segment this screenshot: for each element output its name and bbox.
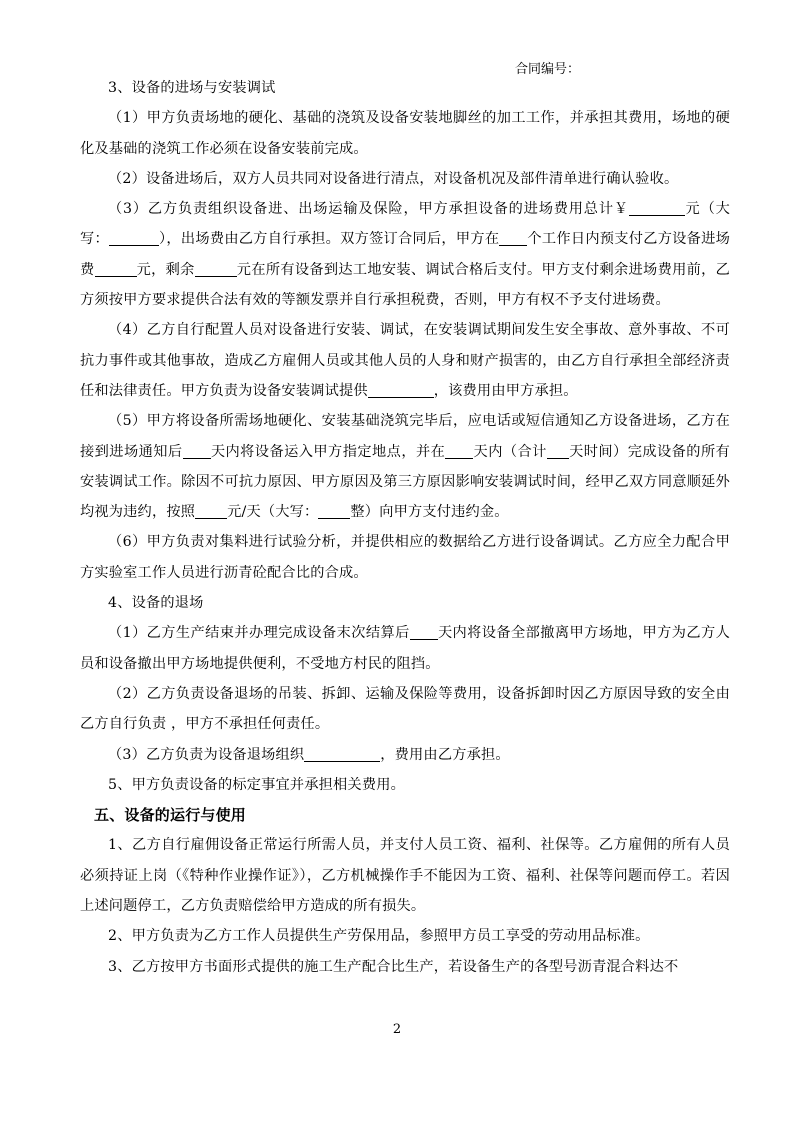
fill-blank[interactable]	[183, 443, 211, 459]
chapter-5-title: 五、设备的运行与使用	[94, 806, 247, 825]
fill-blank[interactable]	[195, 503, 227, 519]
paragraph-3-2: （2）设备进场后，双方人员共同对设备进行清点，对设备机况及部件清单进行确认验收。	[108, 170, 679, 187]
paragraph-3-5: （5）甲方将设备所需场地硬化、安装基础浇筑完毕后，应电话或短信通知乙方设备进场，乙方在接到进场通知后 天内将设备运入甲方指定地点，并在 天内（合计 天时间）完成设备的所有安装调试工作。除因不可抗力原因、甲方原因及第三方原因影响安装调试时间，经甲乙双方同意顺延外均视为违约，按照 元/天（大写： 整）向甲方支付违约金。	[80, 413, 731, 521]
fill-blank[interactable]	[547, 443, 569, 459]
paragraph-4-1: （1）乙方生产结束并办理完成设备末次结算后 天内将设备全部撤离甲方场地，甲方为乙方人员和设备撤出甲方场地提供便利，不受地方村民的阻挡。	[80, 625, 730, 672]
page-number: 2	[392, 1022, 402, 1037]
paragraph-4-3: （3）乙方负责为设备退场组织 ，费用由乙方承担。	[108, 746, 510, 763]
paragraph-3-4: （4）乙方自行配置人员对设备进行安装、调试，在安装调试期间发生安全事故、意外事故、不可抗力事件或其他事故，造成乙方雇佣人员或其他人员的人身和财产损害的，由乙方自行承担全部经济责任和法律责任。甲方负责为设备安装调试提供 ，该费用由甲方承担。	[80, 322, 730, 399]
contract-number-label: 合同编号：	[515, 62, 581, 77]
document-body	[80, 73, 730, 982]
fill-blank[interactable]	[109, 230, 159, 246]
paragraph-ch5-1: 1、乙方自行雇佣设备正常运行所需人员，并支付人员工资、福利、社保等。乙方雇佣的所有人员必须持证上岗（《特种作业操作证》），乙方机械操作手不能因为工资、福利、社保等问题而停工。若因上述问题停工，乙方负责赔偿给甲方造成的所有损失。	[80, 837, 730, 915]
fill-blank[interactable]	[304, 746, 380, 762]
paragraph-3-6: （6）甲方负责对集料进行试验分析，并提供相应的数据给乙方进行设备调试。乙方应全力配合甲方实验室工作人员进行沥青砼配合比的合成。	[80, 534, 730, 581]
fill-blank[interactable]	[368, 382, 434, 398]
section-3-title: 3、设备的进场与安装调试	[108, 80, 276, 96]
fill-blank[interactable]	[445, 443, 473, 459]
fill-blank[interactable]	[318, 503, 350, 519]
paragraph-3-3: （3）乙方负责组织设备进、出场运输及保险，甲方承担设备的进场费用总计￥ 元（大写： ），出场费由乙方自行承担。双方签订合同后，甲方在 个工作日内预支付乙方设备进场费 元，剩余 元在所有设备到达工地安装、调试合格后支付。甲方支付剩余进场费用前，乙方须按甲方要求提供合法有效的等额发票并自行承担税费，否则，甲方有权不予支付进场费。	[80, 201, 730, 309]
paragraph-ch5-3: 3、乙方按甲方书面形式提供的施工生产配合比生产，若设备生产的各型号沥青混合料达不	[108, 958, 679, 975]
section-4-title: 4、设备的退场	[108, 595, 204, 612]
paragraph-3-1: （1）甲方负责场地的硬化、基础的浇筑及设备安装地脚丝的加工工作，并承担其费用，场地的硬化及基础的浇筑工作必须在设备安装前完成。	[80, 110, 730, 157]
fill-blank[interactable]	[195, 261, 237, 277]
section-5-item: 5、甲方负责设备的标定事宜并承担相关费用。	[108, 776, 405, 793]
fill-blank[interactable]	[629, 200, 685, 216]
paragraph-ch5-2: 2、甲方负责为乙方工作人员提供生产劳保用品，参照甲方员工享受的劳动用品标准。	[108, 928, 650, 945]
fill-blank[interactable]	[410, 624, 438, 640]
fill-blank[interactable]	[95, 261, 137, 277]
fill-blank[interactable]	[499, 230, 527, 246]
paragraph-4-2: （2）乙方负责设备退场的吊装、拆卸、运输及保险等费用，设备拆卸时因乙方原因导致的安全由乙方自行负责 ，甲方不承担任何责任。	[80, 685, 730, 733]
